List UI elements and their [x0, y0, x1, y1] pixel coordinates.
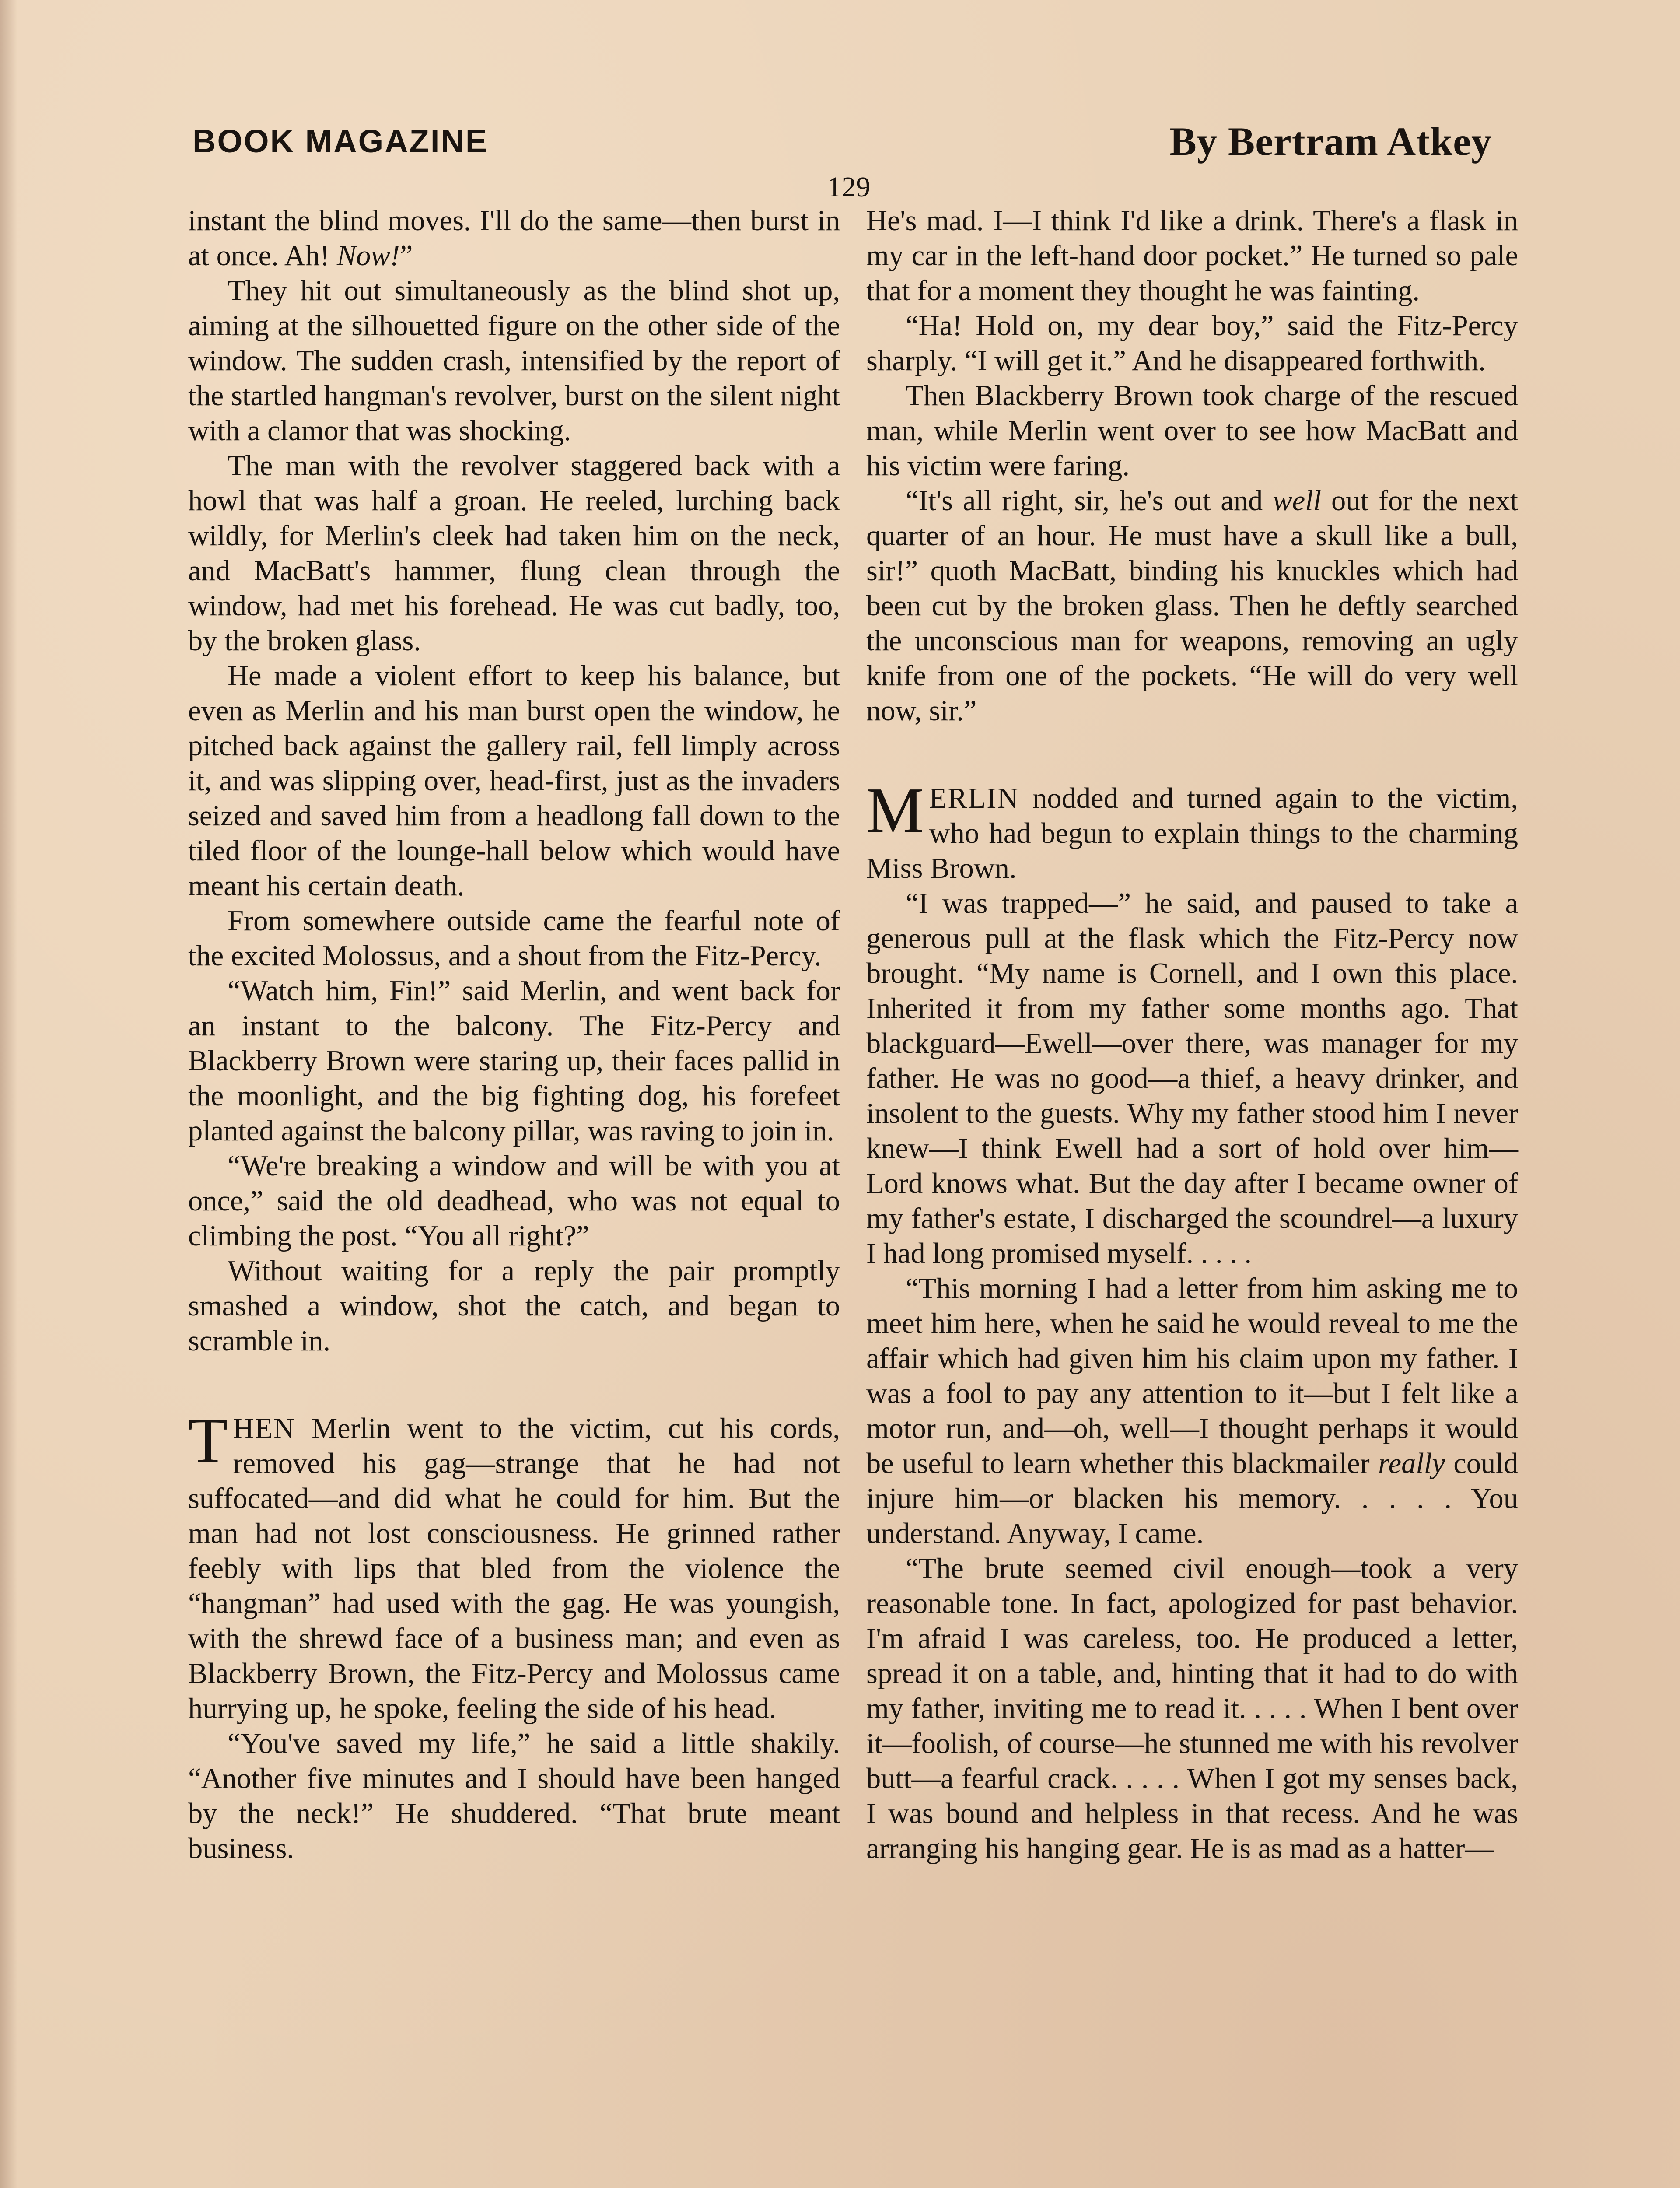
section-paragraph: THEN Merlin went to the victim, cut his cords, removed his gag—strange that he had not suffocated—and did what he could for him. But the man had not lost consciousness. He grinned rather feebly with lips that bled from the violence the “hangman” had used with the gag. He was youngish, with the shrewd face of a business man; and even as Blackberry Brown, the Fitz-Percy and Molossus came hurrying up, he spoke, feeling the side of his head. [188, 1405, 840, 1725]
paragraph: “You've saved my life,” he said a little shakily. “Another five minutes and I should have been hanged by the neck!” He shuddered. “That brute meant business. [188, 1728, 840, 1865]
left-column [188, 203, 840, 1866]
running-head [192, 118, 1492, 166]
paragraph: “We're breaking a window and will be with you at once,” said the old deadhead, who was not equal to climbing the post. “You all right?” [188, 1150, 840, 1252]
paragraph: “It's all right, sir, he's out and well out for the next quarter of an hour. He must have a skull like a bull, sir!” quoth MacBatt, binding his knuckles which had been cut by the broken glass. Then he deftly searched the unconscious man for weapons, removing an ugly knife from one of the pockets. “He will do very well now, sir.” [866, 485, 1518, 727]
paragraph: “I was trapped—” he said, and paused to take a generous pull at the flask which the Fitz-Percy now brought. “My name is Cornell, and I own this place. Inherited it from my father some months ago. That blackguard—Ewell—over there, was manager for my father. He was no good—a thief, a heavy drinker, and insolent to the guests. Why my father stood him I never knew—I think Ewell had a sort of hold over him—Lord knows what. But the day after I became owner of my father's estate, I discharged the scoundrel—a luxury I had long promised myself. . . . . [866, 887, 1518, 1269]
paragraph: From somewhere outside came the fearful note of the excited Molossus, and a shout from the Fitz-Percy. [188, 905, 840, 972]
paragraph: “Watch him, Fin!” said Merlin, and went back for an instant to the balcony. The Fitz-Percy and Blackberry Brown were staring up, their faces pallid in the moonlight, and the big fighting dog, his forefeet planted against the balcony pillar, was raving to join in. [188, 975, 840, 1147]
drop-cap: M [866, 775, 924, 846]
right-column [866, 203, 1518, 1866]
page-fold-shadow [0, 0, 18, 2188]
drop-cap: T [188, 1405, 228, 1476]
paragraph: The man with the revolver staggered back with a howl that was half a groan. He reeled, lurching back wildly, for Merlin's cleek had taken him on the neck, and MacBatt's hammer, flung clean through the window, had met his forehead. He was cut badly, too, by the broken glass. [188, 450, 840, 657]
magazine-title: BOOK MAGAZINE [192, 123, 489, 159]
paragraph: “This morning I had a letter from him asking me to meet him here, when he said he would reveal to me the affair which had given him his claim upon my father. I was a fool to pay any attention to it—but I felt like a motor run, and—oh, well—I thought perhaps it would be useful to learn whether this blackmailer really could injure him—or blacken his memory. . . . . You understand. Anyway, I came. [866, 1273, 1518, 1550]
paragraph: Without waiting for a reply the pair promptly smashed a window, shot the catch, and began to scramble in. [188, 1255, 840, 1357]
paragraph: He made a violent effort to keep his balance, but even as Merlin and his man burst open the window, he pitched back against the gallery rail, fell limply across it, and was slipping over, head-first, just as the invaders seized and saved him from a headlong fall down to the tiled floor of the lounge-hall below which would have meant his certain death. [188, 660, 840, 902]
paragraph: Then Blackberry Brown took charge of the rescued man, while Merlin went over to see how MacBatt and his victim were faring. [866, 380, 1518, 482]
paragraph: They hit out simultaneously as the blind shot up, aiming at the silhouetted figure on the other side of the window. The sudden crash, intensified by the report of the startled hangman's revolver, burst on the silent night with a clamor that was shocking. [188, 275, 840, 447]
author-byline: By Bertram Atkey [1169, 119, 1492, 164]
section-paragraph: MERLIN nodded and turned again to the victim, who had begun to explain things to the charming Miss Brown. [866, 775, 1518, 884]
paragraph: He's mad. I—I think I'd like a drink. There's a flask in my car in the left-hand door pocket.” He turned so pale that for a moment they thought he was fainting. [866, 205, 1518, 307]
page-number: 129 [827, 171, 871, 203]
paragraph: “The brute seemed civil enough—took a very reasonable tone. In fact, apologized for past behavior. I'm afraid I was careless, too. He produced a letter, spread it on a table, and, hinting that it had to do with my father, inviting me to read it. . . . . When I bent over it—foolish, of course—he stunned me with his revolver butt—a fearful crack. . . . . When I got my senses back, I was bound and helpless in that recess. And he was arranging his hanging gear. He is as mad as a hatter— [866, 1553, 1518, 1865]
paragraph: instant the blind moves. I'll do the same—then burst in at once. Ah! Now!” [188, 205, 840, 272]
paragraph: “Ha! Hold on, my dear boy,” said the Fitz-Percy sharply. “I will get it.” And he disappeared forthwith. [866, 310, 1518, 377]
